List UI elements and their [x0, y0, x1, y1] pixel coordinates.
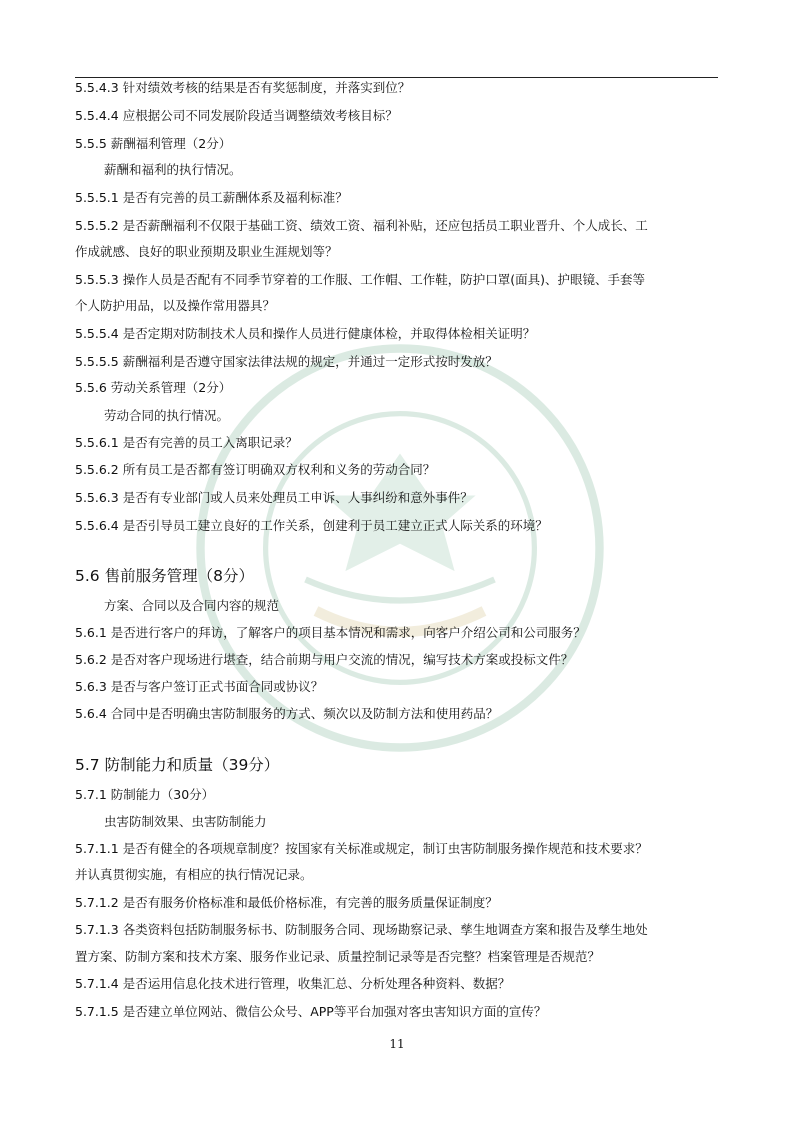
subsection-heading: 5.7.1 防制能力（30分） — [75, 787, 215, 802]
text-line: 个人防护用品，以及操作常用器具？ — [75, 298, 276, 313]
text-line: 并认真贯彻实施，有相应的执行情况记录。 — [75, 867, 313, 882]
text-line: 5.5.5.4 是否定期对防制技术人员和操作人员进行健康体检，并取得体检相关证明？ — [75, 326, 536, 341]
text-line: 5.5.4.3 针对绩效考核的结果是否有奖惩制度，并落实到位？ — [75, 80, 411, 95]
section-heading: 5.6 售前服务管理（8分） — [75, 567, 254, 585]
page-number: 11 — [389, 1037, 405, 1051]
text-line: 5.5.4.4 应根据公司不同发展阶段适当调整绩效考核目标？ — [75, 108, 398, 123]
text-line: 5.7.1.4 是否运用信息化技术进行管理，收集汇总、分析处理各种资料、数据？ — [75, 976, 511, 991]
text-line: 作成就感、良好的职业预期及职业生涯规划等？ — [75, 244, 338, 259]
subsection-heading: 5.5.6 劳动关系管理（2分） — [75, 380, 232, 395]
text-line: 5.6.3 是否与客户签订正式书面合同或协议？ — [75, 679, 324, 694]
text-line: 5.5.6.3 是否有专业部门或人员来处理员工申诉、人事纠纷和意外事件？ — [75, 490, 473, 505]
text-line: 5.5.6.4 是否引导员工建立良好的工作关系，创建利于员工建立正式人际关系的环境？ — [75, 518, 548, 533]
text-line: 5.5.5.1 是否有完善的员工薪酬体系及福利标准？ — [75, 190, 348, 205]
text-line: 方案、合同以及合同内容的规范 — [104, 598, 280, 613]
text-line: 5.5.6.1 是否有完善的员工入离职记录？ — [75, 435, 298, 450]
text-line: 5.5.5.2 是否薪酬福利不仅限于基础工资、绩效工资、福利补贴，还应包括员工职业晋升、个人成长、工 — [75, 218, 648, 233]
text-line: 虫害防制效果、虫害防制能力 — [104, 814, 267, 829]
text-line: 5.5.6.2 所有员工是否都有签订明确双方权利和义务的劳动合同？ — [75, 462, 436, 477]
text-line: 5.7.1.5 是否建立单位网站、微信公众号、APP等平台加强对客虫害知识方面的宣传？ — [75, 1004, 547, 1019]
text-line: 5.7.1.1 是否有健全的各项规章制度？按国家有关标准或规定，制订虫害防制服务操作规范和技术要求？ — [75, 841, 648, 856]
association-seal-watermark — [190, 338, 610, 758]
text-line: 劳动合同的执行情况。 — [104, 408, 230, 423]
text-line: 5.6.4 合同中是否明确虫害防制服务的方式、频次以及防制方法和使用药品？ — [75, 706, 499, 721]
text-line: 5.5.5.3 操作人员是否配有不同季节穿着的工作服、工作帽、工作鞋，防护口罩(面具)、护眼镜、手套等 — [75, 272, 645, 287]
text-line: 薪酬和福利的执行情况。 — [104, 162, 242, 177]
subsection-heading: 5.5.5 薪酬福利管理（2分） — [75, 136, 232, 151]
text-line: 5.7.1.3 各类资料包括防制服务标书、防制服务合同、现场勘察记录、孳生地调查方案和报告及孳生地处 — [75, 922, 648, 937]
header-rule — [75, 77, 718, 78]
text-line: 置方案、防制方案和技术方案、服务作业记录、质量控制记录等是否完整？档案管理是否规范？ — [75, 949, 601, 964]
text-line: 5.6.2 是否对客户现场进行堪查，结合前期与用户交流的情况，编写技术方案或投标文件？ — [75, 652, 574, 667]
section-heading: 5.7 防制能力和质量（39分） — [75, 756, 280, 774]
text-line: 5.7.1.2 是否有服务价格标准和最低价格标准，有完善的服务质量保证制度？ — [75, 895, 498, 910]
text-line: 5.6.1 是否进行客户的拜访，了解客户的项目基本情况和需求，向客户介绍公司和公司服务？ — [75, 625, 586, 640]
text-line: 5.5.5.5 薪酬福利是否遵守国家法律法规的规定，并通过一定形式按时发放？ — [75, 354, 498, 369]
